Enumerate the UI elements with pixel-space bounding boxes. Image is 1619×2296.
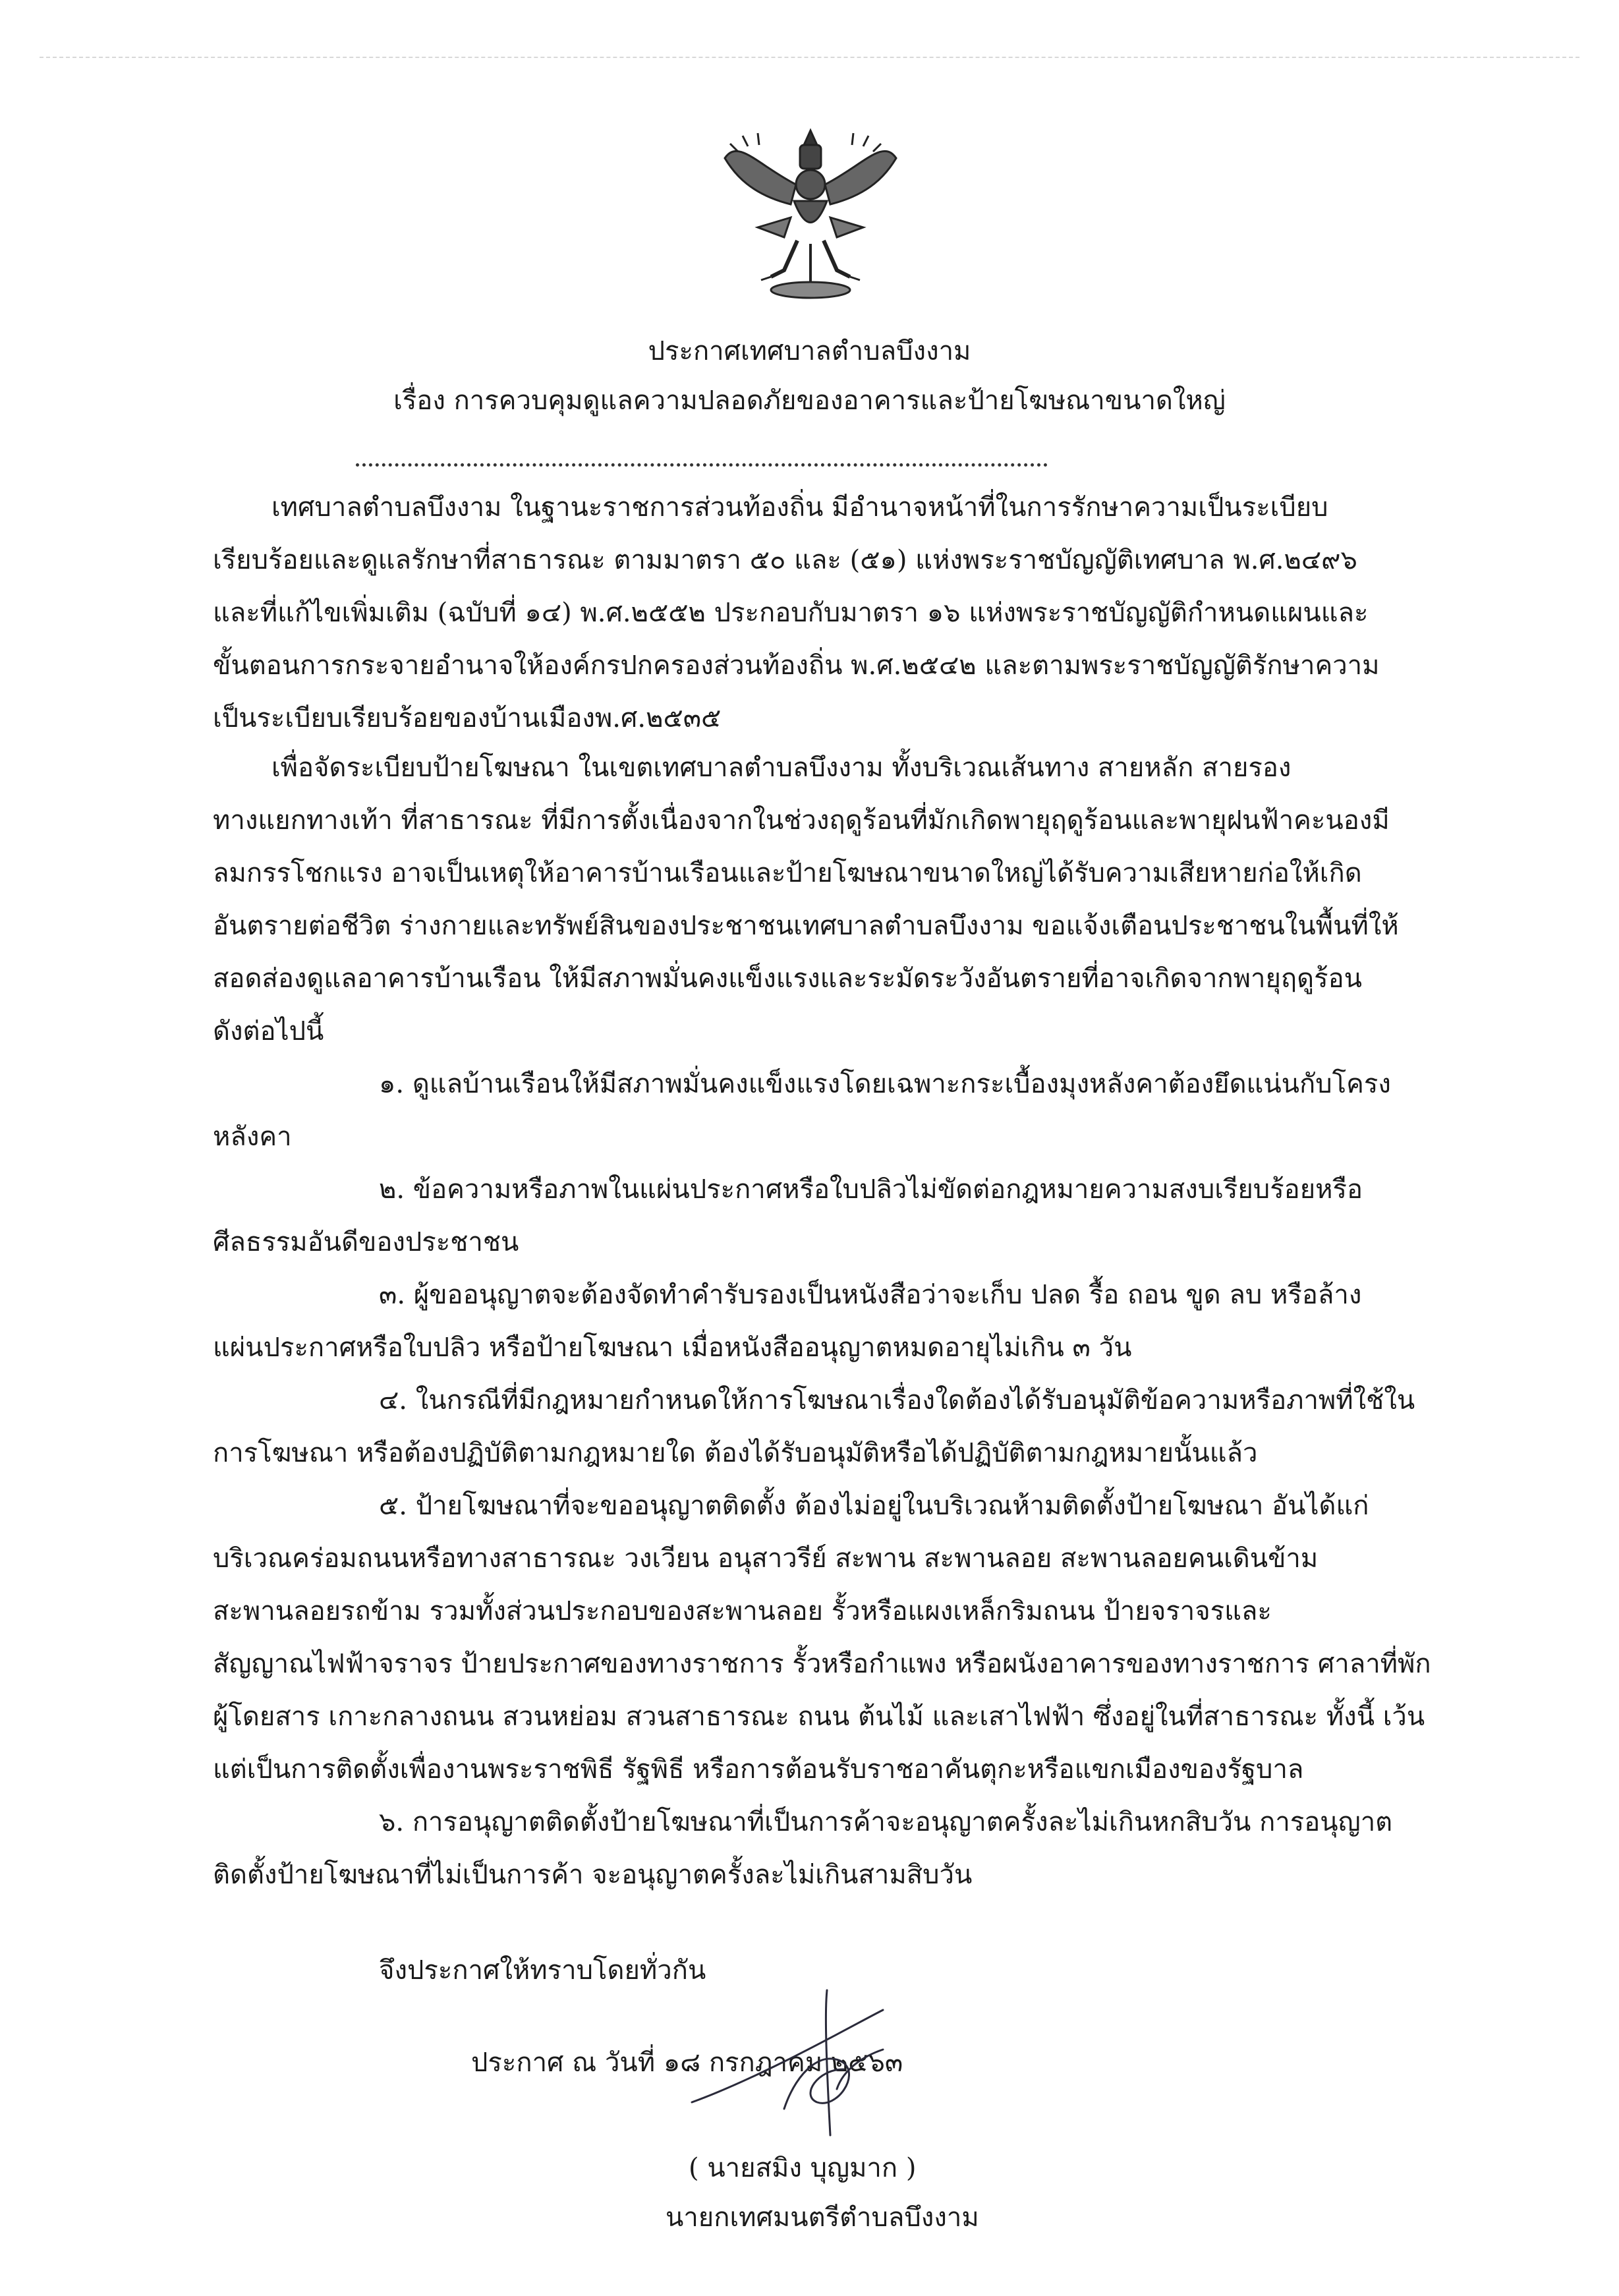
body-line: สะพานลอยรถข้าม รวมทั้งส่วนประกอบของสะพานลอย รั้วหรือแผงเหล็กริมถนน ป้ายจราจรและ [213, 1596, 1272, 1626]
signatory-name: ( นายสมิง บุญมาก ) [689, 2153, 917, 2183]
body-line: ศีลธรรมอันดีของประชาชน [213, 1227, 519, 1257]
body-line: เพื่อจัดระเบียบป้ายโฆษณา ในเขตเทศบาลตำบลบึงงาม ทั้งบริเวณเส้นทาง สายหลัก สายรอง [271, 753, 1292, 783]
body-line: บริเวณคร่อมถนนหรือทางสาธารณะ วงเวียน อนุสาวรีย์ สะพาน สะพานลอย สะพานลอยคนเดินข้าม [213, 1543, 1319, 1574]
list-item-5: ๕. ป้ายโฆษณาที่จะขออนุญาตติดตั้ง ต้องไม่อยู่ในบริเวณห้ามติดตั้งป้ายโฆษณา อันได้แก่ [379, 1491, 1369, 1521]
body-line: สอดส่องดูแลอาคารบ้านเรือน ให้มีสภาพมั่นคงแข็งแรงและระมัดระวังอันตรายที่อาจเกิดจากพายุฤดูร้อน [213, 963, 1362, 994]
body-line: ทางแยกทางเท้า ที่สาธารณะ ที่มีการตั้งเนื่องจากในช่วงฤดูร้อนที่มักเกิดพายุฤดูร้อนและพายุฝนฟ้าคะนองมี [213, 805, 1390, 836]
body-line: ติดตั้งป้ายโฆษณาที่ไม่เป็นการค้า จะอนุญาตครั้งละไม่เกินสามสิบวัน [213, 1860, 973, 1890]
body-line: ขั้นตอนการกระจายอำนาจให้องค์กรปกครองส่วนท้องถิ่น พ.ศ.๒๕๔๒ และตามพระราชบัญญัติรักษาความ [213, 650, 1380, 681]
body-line: และที่แก้ไขเพิ่มเติม (ฉบับที่ ๑๔) พ.ศ.๒๕๕๒ ประกอบกับมาตรา ๑๖ แห่งพระราชบัญญัติกำหนดแผนและ [213, 598, 1369, 628]
garuda-emblem-icon [712, 112, 909, 310]
list-item-1: ๑. ดูแลบ้านเรือนให้มีสภาพมั่นคงแข็งแรงโดยเฉพาะกระเบื้องมุงหลังคาต้องยึดแน่นกับโครง [379, 1069, 1391, 1099]
body-line: สัญญาณไฟฟ้าจราจร ป้ายประกาศของทางราชการ รั้วหรือกำแพง หรือผนังอาคารของทางราชการ ศาลาที่พัก [213, 1649, 1431, 1679]
list-item-4: ๔. ในกรณีที่มีกฎหมายกำหนดให้การโฆษณาเรื่องใดต้องได้รับอนุมัติข้อความหรือภาพที่ใช้ใน [379, 1385, 1415, 1416]
body-line: แผ่นประกาศหรือใบปลิว หรือป้ายโฆษณา เมื่อหนังสืออนุญาตหมดอายุไม่เกิน ๓ วัน [213, 1333, 1132, 1363]
body-line: ลมกรรโชกแรง อาจเป็นเหตุให้อาคารบ้านเรือนและป้ายโฆษณาขนาดใหญ่ได้รับความเสียหายก่อให้เกิด [213, 858, 1362, 888]
signatory-position: นายกเทศมนตรีตำบลบึงงาม [666, 2202, 979, 2233]
body-line: เทศบาลตำบลบึงงาม ในฐานะราชการส่วนท้องถิ่น มีอำนาจหน้าที่ในการรักษาความเป็นระเบียบ [271, 492, 1328, 523]
body-line: แต่เป็นการติดตั้งเพื่องานพระราชพิธี รัฐพิธี หรือการต้อนรับราชอาคันตุกะหรือแขกเมืองของรัฐบาล [213, 1754, 1304, 1785]
list-item-3: ๓. ผู้ขออนุญาตจะต้องจัดทำคำรับรองเป็นหนังสือว่าจะเก็บ ปลด รื้อ ถอน ขูด ลบ หรือล้าง [379, 1280, 1362, 1310]
body-line: ผู้โดยสาร เกาะกลางถนน สวนหย่อม สวนสาธารณะ ถนน ต้นไม้ และเสาไฟฟ้า ซึ่งอยู่ในที่สาธารณะ ทั้งนี้ เว้น [213, 1702, 1425, 1732]
list-item-2: ๒. ข้อความหรือภาพในแผ่นประกาศหรือใบปลิวไม่ขัดต่อกฎหมายความสงบเรียบร้อยหรือ [379, 1174, 1363, 1205]
announcement-subject: เรื่อง การควบคุมดูแลความปลอดภัยของอาคารและป้ายโฆษณาขนาดใหญ่ [393, 386, 1226, 416]
body-line: ดังต่อไปนี้ [213, 1016, 324, 1047]
announcement-date: ประกาศ ณ วันที่ ๑๘ กรกฎาคม ๒๕๖๓ [471, 2048, 903, 2078]
list-item-6: ๖. การอนุญาตติดตั้งป้ายโฆษณาที่เป็นการค้าจะอนุญาตครั้งละไม่เกินหกสิบวัน การอนุญาต [379, 1807, 1393, 1837]
title-divider [356, 463, 1048, 467]
scan-edge [40, 57, 1579, 58]
announcement-title: ประกาศเทศบาลตำบลบึงงาม [648, 336, 971, 366]
body-line: การโฆษณา หรือต้องปฏิบัติตามกฎหมายใด ต้องได้รับอนุมัติหรือได้ปฏิบัติตามกฎหมายนั้นแล้ว [213, 1438, 1258, 1468]
closing-announce: จึงประกาศให้ทราบโดยทั่วกัน [379, 1955, 706, 1986]
body-line: อันตรายต่อชีวิต ร่างกายและทรัพย์สินของประชาชนเทศบาลตำบลบึงงาม ขอแจ้งเตือนประชาชนในพื้นที่ให้ [213, 911, 1399, 941]
signature-icon [685, 1970, 975, 2142]
body-line: เป็นระเบียบเรียบร้อยของบ้านเมืองพ.ศ.๒๕๓๕ [213, 703, 722, 733]
body-line: หลังคา [213, 1122, 292, 1152]
body-line: เรียบร้อยและดูแลรักษาที่สาธารณะ ตามมาตรา ๕๐ และ (๕๑) แห่งพระราชบัญญัติเทศบาล พ.ศ.๒๔๙๖ [213, 545, 1357, 575]
